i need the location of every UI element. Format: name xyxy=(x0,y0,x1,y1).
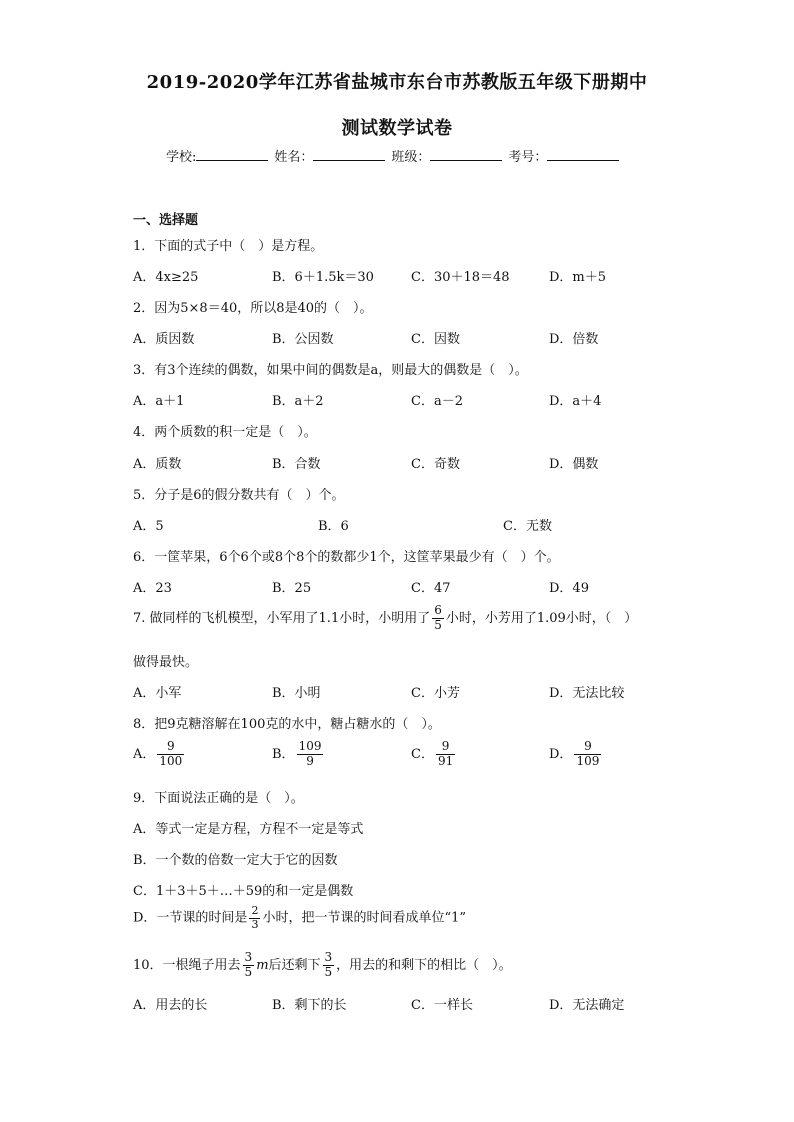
q2-option-c: C．因数 xyxy=(411,332,460,347)
q7-option-b: B．小明 xyxy=(272,686,321,701)
q4-option-d: D．偶数 xyxy=(549,457,599,472)
number-blank xyxy=(547,148,619,161)
q8-option-b-fraction xyxy=(297,740,324,769)
q8-option-d-fraction xyxy=(574,740,601,769)
q10-option-c: C．一样长 xyxy=(411,998,473,1013)
q8-option-d xyxy=(549,740,603,769)
q8-a-denominator: 100 xyxy=(159,753,183,768)
q10-text-mid: 后还剩下 xyxy=(268,957,321,973)
q7-text-pre: 7. 做同样的飞机模型，小军用了1.1小时，小明用了 xyxy=(133,610,431,626)
q9-d-fraction xyxy=(249,905,260,931)
q8-b-numerator: 109 xyxy=(298,739,322,753)
q3-option-b: B．a＋2 xyxy=(272,394,324,409)
q6-option-c: C．47 xyxy=(411,581,451,596)
q2-option-d: D．倍数 xyxy=(549,332,599,347)
class-label: 班级： xyxy=(391,150,431,165)
class-blank xyxy=(430,148,502,161)
question-1: 1．下面的式子中（ ）是方程。 xyxy=(133,239,324,254)
q9-option-c: C．1＋3＋5＋…＋59的和一定是偶数 xyxy=(133,884,354,899)
number-label: 考号： xyxy=(508,150,548,165)
q10-f1-denominator: 5 xyxy=(244,964,253,979)
q5-option-b: B．6 xyxy=(318,519,349,534)
q1-option-c: C．30＋18＝48 xyxy=(411,270,510,285)
exam-title-line2: 测试数学试卷 xyxy=(341,118,453,139)
q8-c-denominator: 91 xyxy=(437,753,454,768)
q7-fraction-numerator: 6 xyxy=(434,603,442,617)
q2-option-b: B．公因数 xyxy=(272,332,334,347)
question-7-line2: 做得最快。 xyxy=(133,655,199,670)
q8-option-d-label: D． xyxy=(549,746,573,762)
q7-fraction xyxy=(432,604,444,633)
q7-option-a: A．小军 xyxy=(133,686,182,701)
q9-option-b: B．一个数的倍数一定大于它的因数 xyxy=(133,853,338,868)
q1-option-a: A．4x≥25 xyxy=(133,270,199,285)
section-heading: 一、选择题 xyxy=(133,213,199,228)
q8-d-denominator: 109 xyxy=(576,753,600,768)
question-5: 5．分子是6的假分数共有（ ）个。 xyxy=(133,488,345,503)
question-8: 8．把9克糖溶解在100克的水中，糖占糖水的（ ）。 xyxy=(133,717,441,732)
q10-f2-denominator: 5 xyxy=(324,964,333,979)
q10-option-a: A．用去的长 xyxy=(133,998,208,1013)
q10-unit: m xyxy=(256,957,269,973)
q10-text-post: ，用去的和剩下的相比（ ）。 xyxy=(336,957,512,973)
school-blank xyxy=(196,148,268,161)
q3-option-a: A．a＋1 xyxy=(133,394,185,409)
q4-option-c: C．奇数 xyxy=(411,457,460,472)
q6-option-a: A．23 xyxy=(133,581,172,596)
q4-option-a: A．质数 xyxy=(133,457,182,472)
q8-option-a xyxy=(133,740,186,769)
q1-option-d: D．m＋5 xyxy=(549,270,607,285)
name-blank xyxy=(313,148,385,161)
q9-d-numerator: 2 xyxy=(251,904,259,917)
student-info-line xyxy=(166,146,625,165)
q7-text-post: 小时，小芳用了1.09小时，（ ） xyxy=(445,610,638,626)
q8-option-a-label: A． xyxy=(133,746,156,762)
q8-option-a-fraction xyxy=(157,740,184,769)
q8-option-c-label: C． xyxy=(411,746,434,762)
q10-f1-numerator: 3 xyxy=(244,950,253,964)
q6-option-b: B．25 xyxy=(272,581,312,596)
q1-option-b: B．6＋1.5k＝30 xyxy=(272,270,374,285)
question-2: 2．因为5×8＝40，所以8是40的（ ）。 xyxy=(133,301,373,316)
q10-option-d: D．无法确定 xyxy=(549,998,625,1013)
question-6: 6．一筐苹果，6个6个或8个8个的数都少1个，这筐苹果最少有（ ）个。 xyxy=(133,550,560,565)
question-9: 9．下面说法正确的是（ ）。 xyxy=(133,791,304,806)
q8-option-b xyxy=(272,740,325,769)
question-3: 3．有3个连续的偶数，如果中间的偶数是a，则最大的偶数是（ ）。 xyxy=(133,363,528,378)
q8-b-denominator: 9 xyxy=(306,753,314,768)
q7-option-d: D．无法比较 xyxy=(549,686,625,701)
q10-fraction-2 xyxy=(323,951,335,980)
q9-option-d xyxy=(133,905,466,931)
exam-title-line1: 2019-2020学年江苏省盐城市东台市苏教版五年级下册期中 xyxy=(146,72,648,93)
question-7 xyxy=(133,604,637,633)
q9-d-denominator: 3 xyxy=(251,917,259,931)
school-label: 学校: xyxy=(166,150,197,165)
q8-option-b-label: B． xyxy=(272,746,295,762)
question-4: 4．两个质数的积一定是（ ）。 xyxy=(133,425,317,440)
q8-a-numerator: 9 xyxy=(157,740,184,755)
q10-option-b: B．剩下的长 xyxy=(272,998,347,1013)
q10-text-pre: 10．一根绳子用去 xyxy=(133,957,241,973)
q7-option-c: C．小芳 xyxy=(411,686,460,701)
name-label: 姓名： xyxy=(274,150,314,165)
q10-fraction-1 xyxy=(243,951,255,980)
q8-option-c-fraction xyxy=(436,740,455,769)
q9-d-text-pre: D．一节课的时间是 xyxy=(133,910,248,926)
q10-f2-numerator: 3 xyxy=(324,950,333,964)
q3-option-c: C．a－2 xyxy=(411,394,463,409)
q2-option-a: A．质因数 xyxy=(133,332,195,347)
q8-c-numerator: 9 xyxy=(436,740,455,755)
q3-option-d: D．a＋4 xyxy=(549,394,602,409)
q5-option-a: A．5 xyxy=(133,519,164,534)
q4-option-b: B．合数 xyxy=(272,457,321,472)
q8-d-numerator: 9 xyxy=(574,740,601,755)
q9-d-text-post: 小时，把一节课的时间看成单位“1” xyxy=(262,910,467,926)
q9-option-a: A．等式一定是方程，方程不一定是等式 xyxy=(133,822,364,837)
q6-option-d: D．49 xyxy=(549,581,589,596)
question-10 xyxy=(133,951,512,980)
q7-fraction-denominator: 5 xyxy=(434,617,442,632)
q8-option-c xyxy=(411,740,457,769)
q5-option-c: C．无数 xyxy=(503,519,552,534)
